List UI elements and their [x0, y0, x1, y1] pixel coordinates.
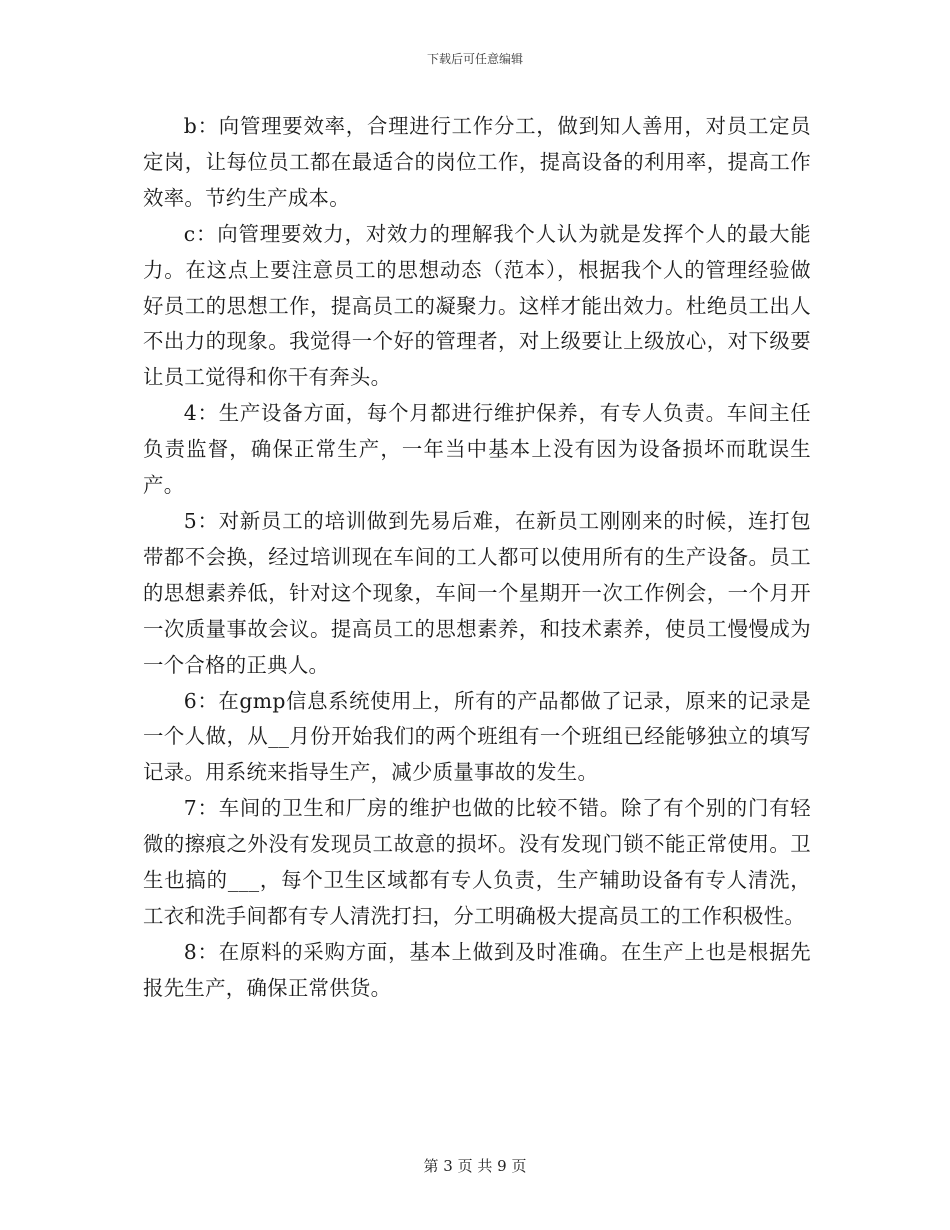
paragraph-7-hygiene: 7：车间的卫生和厂房的维护也做的比较不错。除了有个别的门有轻微的擦痕之外没有发现员工故意的损坏。没有发现门锁不能正常使用。卫生也搞的___，每个卫生区域都有专人负责，生产辅助设备有专人清洗，工衣和洗手间都有专人清洗打扫，分工明确极大提高员工的工作积极性。 — [143, 796, 811, 928]
page-number-footer: 第 3 页 共 9 页 — [423, 1157, 527, 1175]
paragraph-6-gmp-system: 6：在gmp信息系统使用上，所有的产品都做了记录，原来的记录是一个人做，从__月份开始我们的两个班组有一个班组已经能够独立的填写记录。用系统来指导生产，减少质量事故的发生。 — [143, 688, 811, 785]
document-body — [143, 109, 811, 1007]
page-header-note: 下载后可任意编辑 — [426, 52, 523, 66]
paragraph-b-efficiency: b：向管理要效率，合理进行工作分工，做到知人善用，对员工定员定岗，让每位员工都在最适合的岗位工作，提高设备的利用率，提高工作效率。节约生产成本。 — [143, 114, 811, 210]
paragraph-8-procurement: 8：在原料的采购方面，基本上做到及时准确。在生产上也是根据先报先生产，确保正常供货。 — [143, 939, 811, 1000]
paragraph-4-equipment: 4：生产设备方面，每个月都进行维护保养，有专人负责。车间主任负责监督，确保正常生产，一年当中基本上没有因为设备损坏而耽误生产。 — [143, 401, 811, 498]
paragraph-c-effectiveness: c：向管理要效力，对效力的理解我个人认为就是发挥个人的最大能力。在这点上要注意员工的思想动态（范本），根据我个人的管理经验做好员工的思想工作，提高员工的凝聚力。这样才能出效力。杜绝员工出人不出力的现象。我觉得一个好的管理者，对上级要让上级放心，对下级要让员工觉得和你干有奔头。 — [143, 221, 811, 390]
paragraph-5-training: 5：对新员工的培训做到先易后难，在新员工刚刚来的时候，连打包带都不会换，经过培训现在车间的工人都可以使用所有的生产设备。员工的思想素养低，针对这个现象，车间一个星期开一次工作例会，一个月开一次质量事故会议。提高员工的思想素养，和技术素养，使员工慢慢成为一个合格的正典人。 — [143, 508, 811, 677]
